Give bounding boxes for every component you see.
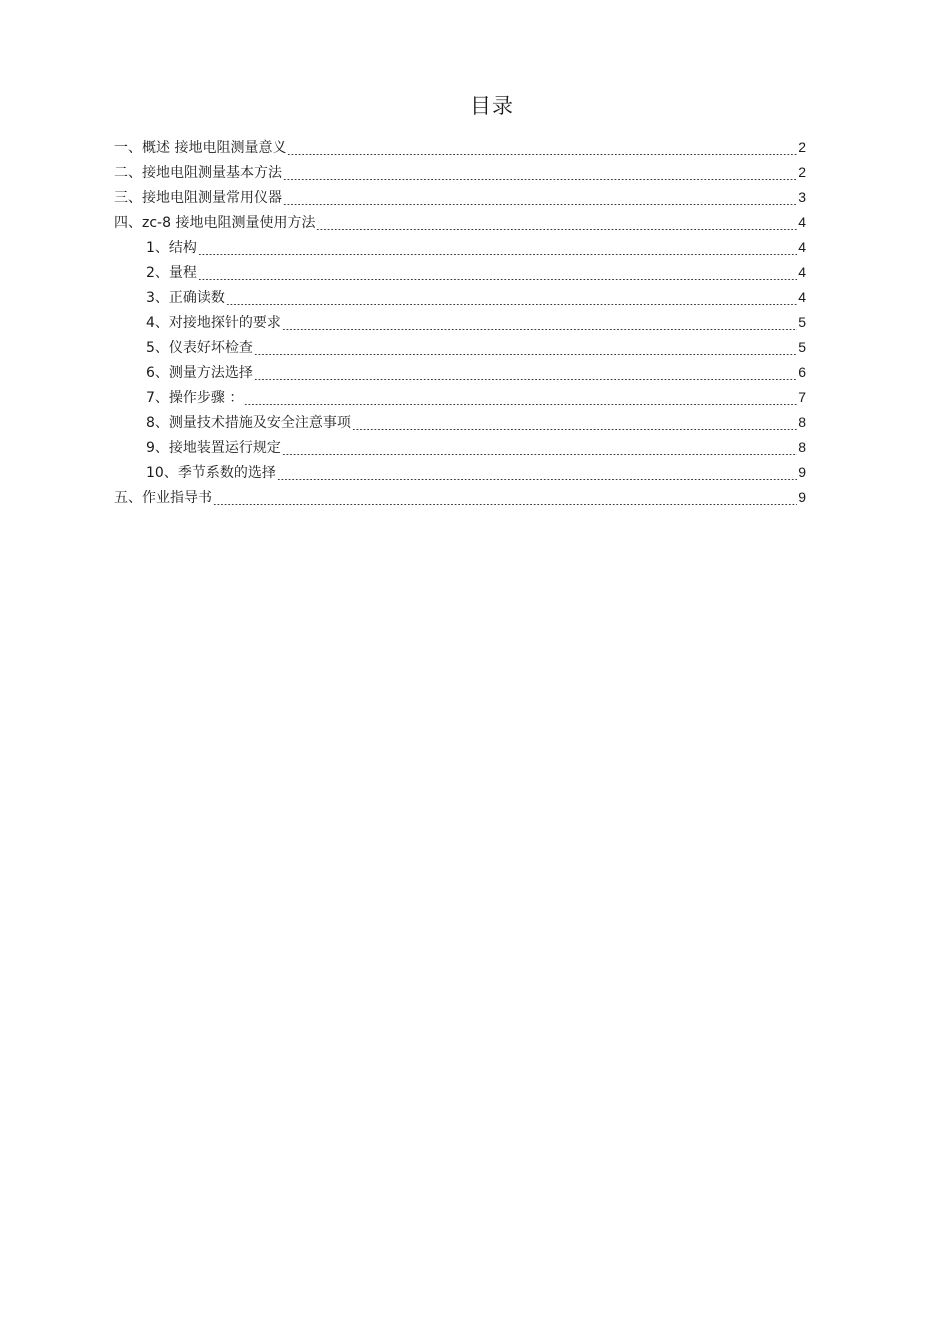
toc-entry-page-number: 2 — [798, 164, 806, 180]
toc-subentry[interactable] — [114, 362, 806, 387]
toc-entry-page-number: 8 — [798, 414, 806, 430]
toc-entry-page-number: 9 — [798, 464, 806, 480]
toc-entry-page-number: 4 — [798, 214, 806, 230]
toc-entry-page-number: 3 — [798, 189, 806, 205]
toc-entry-label: 7、操作步骤 ： — [146, 390, 244, 406]
dot-leader — [198, 254, 797, 255]
toc-entry[interactable] — [114, 487, 806, 512]
toc-entry-label: 三、接地电阻测量常用仪器 — [114, 190, 282, 206]
toc-title: 目录 — [470, 94, 514, 118]
toc-entry-page-number: 8 — [798, 439, 806, 455]
dot-leader — [254, 354, 797, 355]
toc-entry-label: 4、对接地探针的要求 — [146, 315, 281, 331]
toc-entry-page-number: 4 — [798, 264, 806, 280]
toc-entry[interactable] — [114, 187, 806, 212]
toc-subentry[interactable] — [114, 237, 806, 262]
toc-entry-label: 5、仪表好坏检查 — [146, 340, 253, 356]
toc-entry-page-number: 4 — [798, 239, 806, 255]
dot-leader — [198, 279, 797, 280]
toc-entry-label: 6、测量方法选择 — [146, 365, 253, 381]
toc-entry-page-number: 5 — [798, 314, 806, 330]
dot-leader — [213, 504, 797, 505]
dot-leader — [283, 179, 797, 180]
toc-entry-label: 1、结构 — [146, 240, 197, 256]
toc-entry-page-number: 4 — [798, 289, 806, 305]
table-of-contents — [114, 137, 806, 512]
toc-entry[interactable] — [114, 212, 806, 237]
dot-leader — [283, 204, 797, 205]
toc-entry[interactable] — [114, 137, 806, 162]
toc-entry[interactable] — [114, 162, 806, 187]
dot-leader — [277, 479, 797, 480]
toc-subentry[interactable] — [114, 412, 806, 437]
toc-entry-page-number: 2 — [798, 139, 806, 155]
toc-entry-page-number: 9 — [798, 489, 806, 505]
toc-entry-label: 四、zc-8 接地电阻测量使用方法 — [114, 215, 316, 231]
toc-entry-label: 二、接地电阻测量基本方法 — [114, 165, 282, 181]
dot-leader — [254, 379, 797, 380]
dot-leader — [282, 454, 797, 455]
toc-entry-label: 一、概述 接地电阻测量意义 — [114, 140, 287, 156]
dot-leader — [244, 404, 797, 405]
toc-entry-page-number: 7 — [798, 389, 806, 405]
toc-subentry[interactable] — [114, 312, 806, 337]
dot-leader — [287, 154, 797, 155]
toc-subentry[interactable] — [114, 287, 806, 312]
dot-leader — [226, 304, 797, 305]
toc-entry-label: 9、接地装置运行规定 — [146, 440, 281, 456]
dot-leader — [282, 329, 797, 330]
toc-entry-label: 8、测量技术措施及安全注意事项 — [146, 415, 351, 431]
toc-subentry[interactable] — [114, 387, 806, 412]
toc-entry-label: 2、量程 — [146, 265, 197, 281]
toc-subentry[interactable] — [114, 262, 806, 287]
toc-subentry[interactable] — [114, 437, 806, 462]
toc-entry-label: 10、季节系数的选择 — [146, 465, 276, 481]
toc-entry-label: 五、作业指导书 — [114, 490, 212, 506]
toc-subentry[interactable] — [114, 462, 806, 487]
toc-entry-page-number: 6 — [798, 364, 806, 380]
toc-subentry[interactable] — [114, 337, 806, 362]
toc-entry-label: 3、正确读数 — [146, 290, 225, 306]
toc-entry-page-number: 5 — [798, 339, 806, 355]
dot-leader — [352, 429, 797, 430]
dot-leader — [316, 229, 797, 230]
